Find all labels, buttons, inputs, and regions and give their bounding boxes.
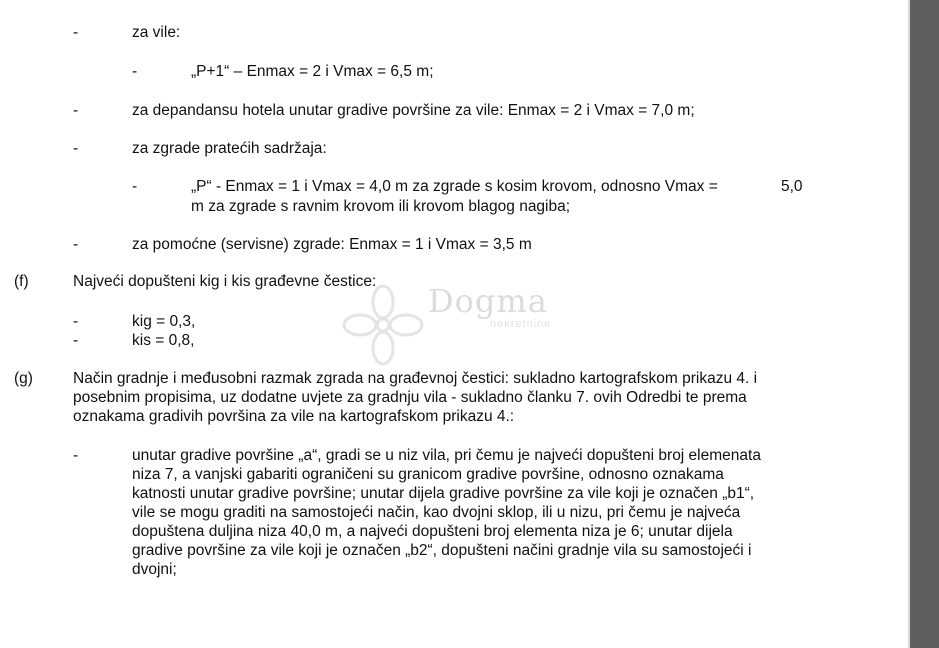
pratecih-sub-line2: m za zgrade s ravnim krovom ili krovom blagog nagiba;: [191, 198, 571, 215]
section-g-bullet-line: vile se mogu graditi na samostojeći način, kao dvojni sklop, ili u nizu, pri čemu je najveća: [132, 504, 741, 521]
dogma-watermark: [340, 282, 600, 372]
section-g-line: posebnim propisima, uz dodatne uvjete za gradnju vila - sukladno članku 7. ovih Odredbi te prema: [73, 389, 747, 406]
section-g-line: Način gradnje i međusobni razmak zgrada na građevnoj čestici: sukladno kartografskom prikazu 4. i: [73, 370, 758, 387]
section-g-bullet-line: unutar gradive površine „a“, gradi se u niz vila, pri čemu je najveći dopušteni broj elemenata: [132, 447, 761, 464]
bullet-dash: -: [73, 447, 79, 464]
bullet-dash: -: [73, 140, 79, 157]
bullet-dash: -: [73, 24, 79, 41]
watermark-sub: nekretnine: [490, 318, 552, 330]
cut-off-top-line: [380, 0, 630, 2]
kig-value: kig = 0,3,: [132, 313, 196, 330]
pomocne-item: za pomoćne (servisne) zgrade: Enmax = 1 i Vmax = 3,5 m: [132, 236, 532, 253]
sub-bullet-dash: -: [132, 63, 138, 80]
section-g-label: (g): [14, 370, 33, 387]
section-g-line: oznakama gradivih površina za vile na kartografskom prikazu 4.:: [73, 408, 515, 425]
section-f-label: (f): [14, 273, 29, 290]
pratecih-label: za zgrade pratećih sadržaja:: [132, 140, 327, 157]
bullet-dash: -: [73, 236, 79, 253]
flower-logo-icon: [340, 282, 426, 368]
section-g-bullet-line: niza 7, a vanjski gabariti ograničeni su granicom gradive površine, odnosno oznakama: [132, 466, 724, 483]
vile-label: za vile:: [132, 24, 181, 41]
pratecih-sub-value: 5,0: [781, 178, 803, 195]
section-g-bullet-line: katnosti unutar gradive površine; unutar dijela gradive površine za vile koji je označen „b1“,: [132, 485, 755, 502]
sub-bullet-dash: -: [132, 178, 138, 195]
bullet-dash: -: [73, 102, 79, 119]
bullet-dash: -: [73, 332, 79, 349]
pratecih-sub-line1: „P“ - Enmax = 1 i Vmax = 4,0 m za zgrade s kosim krovom, odnosno Vmax =: [191, 178, 718, 195]
section-f-title: Najveći dopušteni kig i kis građevne čestice:: [73, 273, 377, 290]
viewer-side-panel: [910, 0, 939, 648]
bullet-dash: -: [73, 313, 79, 330]
watermark-brand: Dogma: [428, 282, 548, 320]
section-g-bullet-line: gradive površine za vile koji je označen „b2“, dopušteni načini gradnje vila su samostojeći i: [132, 542, 752, 559]
depandansa-item: za depandansu hotela unutar gradive površine za vile: Enmax = 2 i Vmax = 7,0 m;: [132, 102, 695, 119]
vile-sub-item: „P+1“ – Enmax = 2 i Vmax = 6,5 m;: [191, 63, 434, 80]
section-g-bullet-line: dopuštena duljina niza 40,0 m, a najveći dopušteni broj elementa niza je 6; unutar dijela: [132, 523, 733, 540]
section-g-bullet-line: dvojni;: [132, 561, 177, 578]
kis-value: kis = 0,8,: [132, 332, 195, 349]
